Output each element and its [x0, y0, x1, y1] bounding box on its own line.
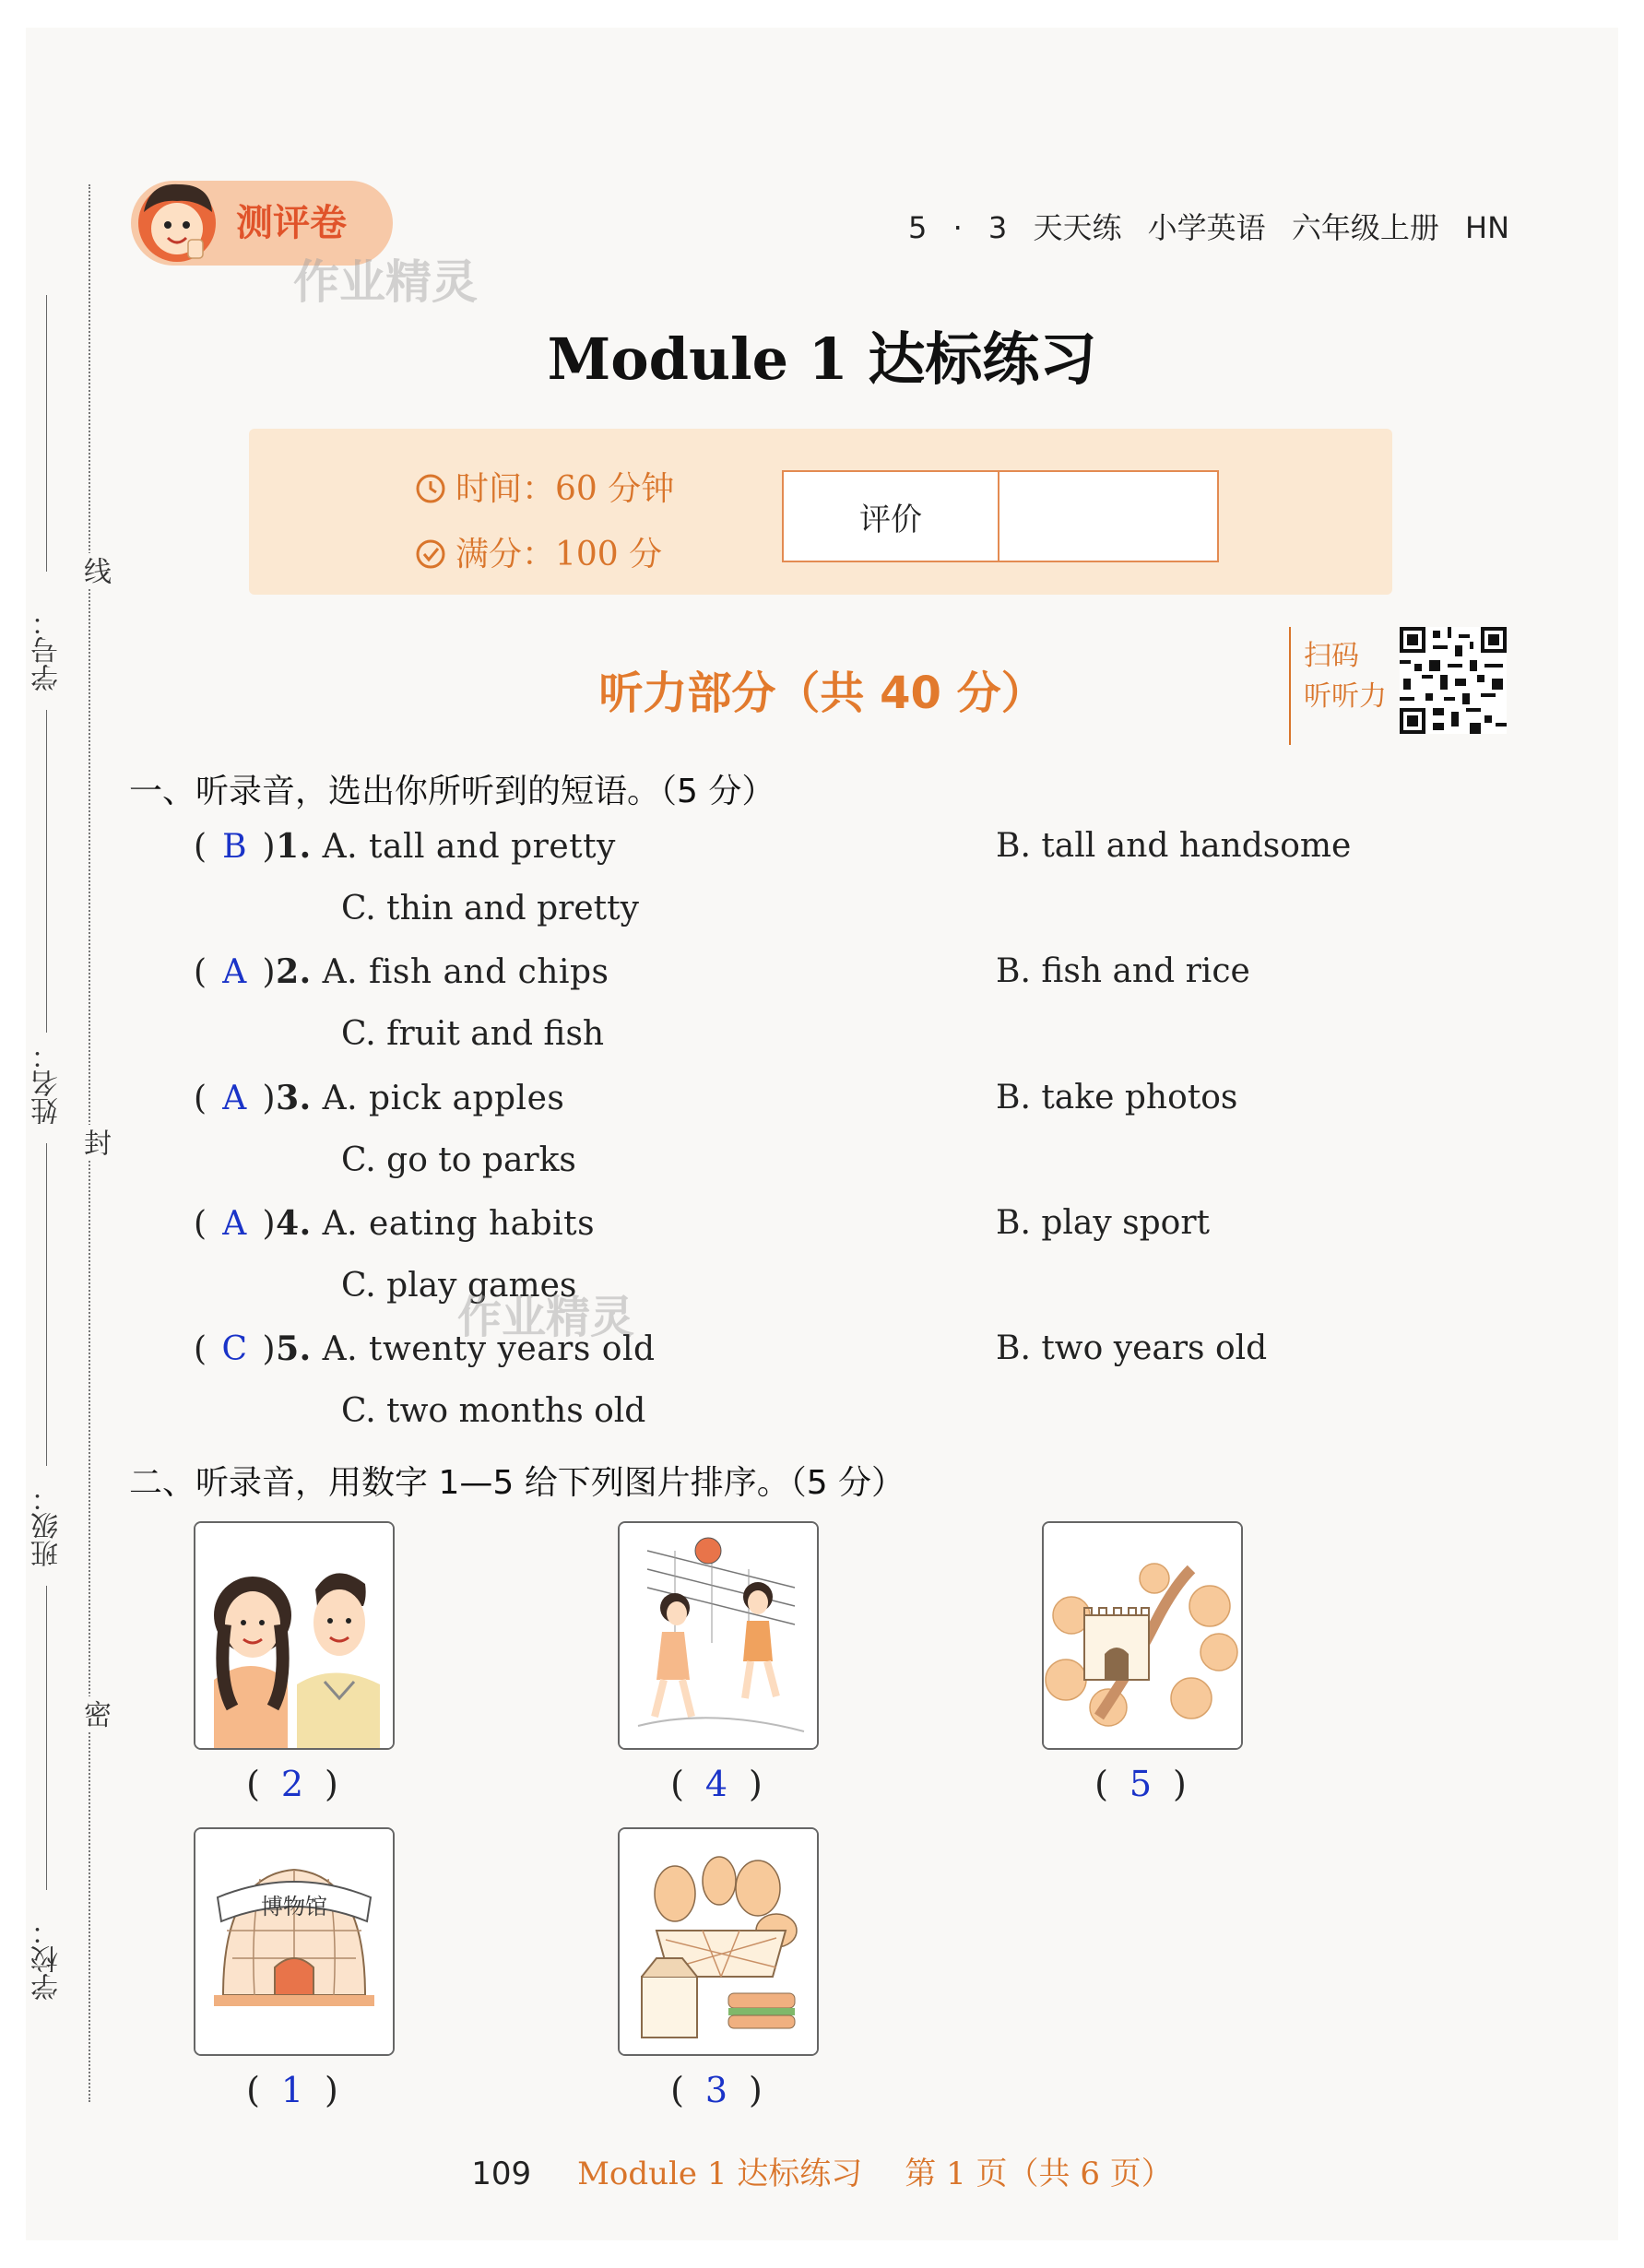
- cut-mark-close: 密: [74, 1696, 114, 1731]
- question-5: ( C )5. A. twenty years old: [194, 1329, 656, 1368]
- option-b: B. take photos: [996, 1079, 1238, 1116]
- answer-4: A: [222, 1205, 247, 1243]
- picture-answer-5: ( 3 ): [670, 2070, 763, 2110]
- page-title: Module 1 达标练习: [547, 325, 1097, 393]
- order-number: 3: [704, 2070, 728, 2110]
- museum-sign: 博物馆: [261, 1894, 327, 1920]
- badge-label: 测评卷: [236, 202, 347, 244]
- student-name-label: 姓名：: [31, 1042, 64, 1125]
- edition: HN: [1465, 210, 1509, 245]
- full-score-text: 满分：100 分: [455, 536, 663, 573]
- picture-girls-playing: [618, 1521, 819, 1750]
- time-limit: [415, 463, 674, 510]
- school-label: 学校：: [31, 1918, 64, 2001]
- food-illustration: [620, 1829, 817, 2054]
- qr-code-icon[interactable]: [1400, 627, 1507, 734]
- full-score: [415, 528, 662, 575]
- clock-icon: [415, 473, 446, 504]
- series-name: 5 · 3 天天练: [908, 210, 1122, 245]
- boy-mascot-icon: [131, 175, 223, 267]
- question-1: ( B )1. A. tall and pretty: [194, 827, 616, 866]
- check-icon: [415, 538, 446, 570]
- order-number: 2: [280, 1764, 304, 1804]
- answer-1: B: [222, 828, 248, 866]
- option-a: A. fish and chips: [322, 953, 609, 991]
- scan-prompt: [1289, 627, 1405, 745]
- page-number: 109: [471, 2156, 532, 2192]
- option-c: C. thin and pretty: [341, 890, 639, 927]
- picture-answer-4: ( 1 ): [246, 2070, 338, 2110]
- margin-rule: [46, 1586, 47, 1890]
- option-b: B. play sport: [996, 1204, 1211, 1242]
- picture-couple: [194, 1521, 395, 1750]
- option-b: B. two years old: [996, 1329, 1268, 1367]
- footer-module: Module 1 达标练习: [577, 2156, 863, 2192]
- evaluation-box: [782, 470, 1219, 562]
- picture-great-wall: [1042, 1521, 1243, 1750]
- answer-5: C: [221, 1330, 248, 1368]
- option-c: C. two months old: [341, 1392, 646, 1430]
- museum-illustration: [195, 1829, 393, 2054]
- option-a: A. eating habits: [322, 1205, 596, 1243]
- great-wall-illustration: [1044, 1523, 1241, 1748]
- question-number: 5.: [276, 1329, 312, 1368]
- option-c: C. go to parks: [341, 1141, 576, 1179]
- option-c: C. fruit and fish: [341, 1015, 605, 1053]
- option-b: B. fish and rice: [996, 952, 1250, 990]
- answer-2: A: [222, 953, 247, 991]
- watermark: 作业精灵: [457, 1292, 635, 1343]
- answer-3: A: [222, 1080, 247, 1117]
- part2-heading: 二、听录音，用数字 1—5 给下列图片排序。（5 分）: [129, 1464, 905, 1502]
- question-3: ( A )3. A. pick apples: [194, 1079, 565, 1117]
- option-c: C. play games: [341, 1267, 577, 1305]
- subject: 小学英语: [1147, 210, 1266, 245]
- watermark: 作业精灵: [293, 255, 478, 309]
- order-number: 4: [704, 1764, 728, 1804]
- part1-heading: 一、听录音，选出你所听到的短语。（5 分）: [129, 773, 775, 810]
- question-4: ( A )4. A. eating habits: [194, 1204, 596, 1243]
- cut-mark-seal: 封: [74, 1125, 114, 1160]
- evaluation-field[interactable]: [999, 472, 1217, 561]
- evaluation-label: 评价: [784, 472, 999, 561]
- question-number: 1.: [276, 827, 312, 866]
- grade: 六年级上册: [1291, 210, 1439, 245]
- scan-line-2: 听听力: [1304, 680, 1387, 713]
- margin-rule: [46, 1143, 47, 1466]
- margin-rule: [46, 710, 47, 1033]
- question-number: 4.: [276, 1204, 312, 1243]
- series-info: [908, 205, 1509, 247]
- page-footer: [0, 2148, 1644, 2193]
- picture-food: [618, 1827, 819, 2056]
- option-a: A. pick apples: [322, 1080, 565, 1117]
- listening-section-title: 听力部分（共 40 分）: [598, 667, 1046, 719]
- picture-answer-2: ( 4 ): [670, 1764, 763, 1804]
- picture-answer-1: ( 2 ): [246, 1764, 338, 1804]
- cut-mark-line: 线: [74, 553, 114, 588]
- couple-illustration: [195, 1523, 393, 1748]
- question-number: 3.: [276, 1079, 312, 1117]
- footer-page-count: 第 1 页（共 6 页）: [905, 2156, 1173, 2192]
- question-2: ( A )2. A. fish and chips: [194, 952, 609, 991]
- option-a: A. twenty years old: [322, 1330, 656, 1368]
- volleyball-illustration: [620, 1523, 817, 1748]
- option-a: A. tall and pretty: [322, 828, 616, 866]
- class-label: 班级：: [31, 1484, 64, 1567]
- order-number: 5: [1129, 1764, 1153, 1804]
- question-number: 2.: [276, 952, 312, 991]
- picture-museum: [194, 1827, 395, 2056]
- scan-line-1: 扫码: [1304, 640, 1359, 672]
- student-number-label: 学号：: [31, 608, 64, 691]
- picture-answer-3: ( 5 ): [1094, 1764, 1187, 1804]
- option-b: B. tall and handsome: [996, 827, 1352, 865]
- time-limit-text: 时间：60 分钟: [455, 470, 675, 508]
- order-number: 1: [280, 2070, 304, 2110]
